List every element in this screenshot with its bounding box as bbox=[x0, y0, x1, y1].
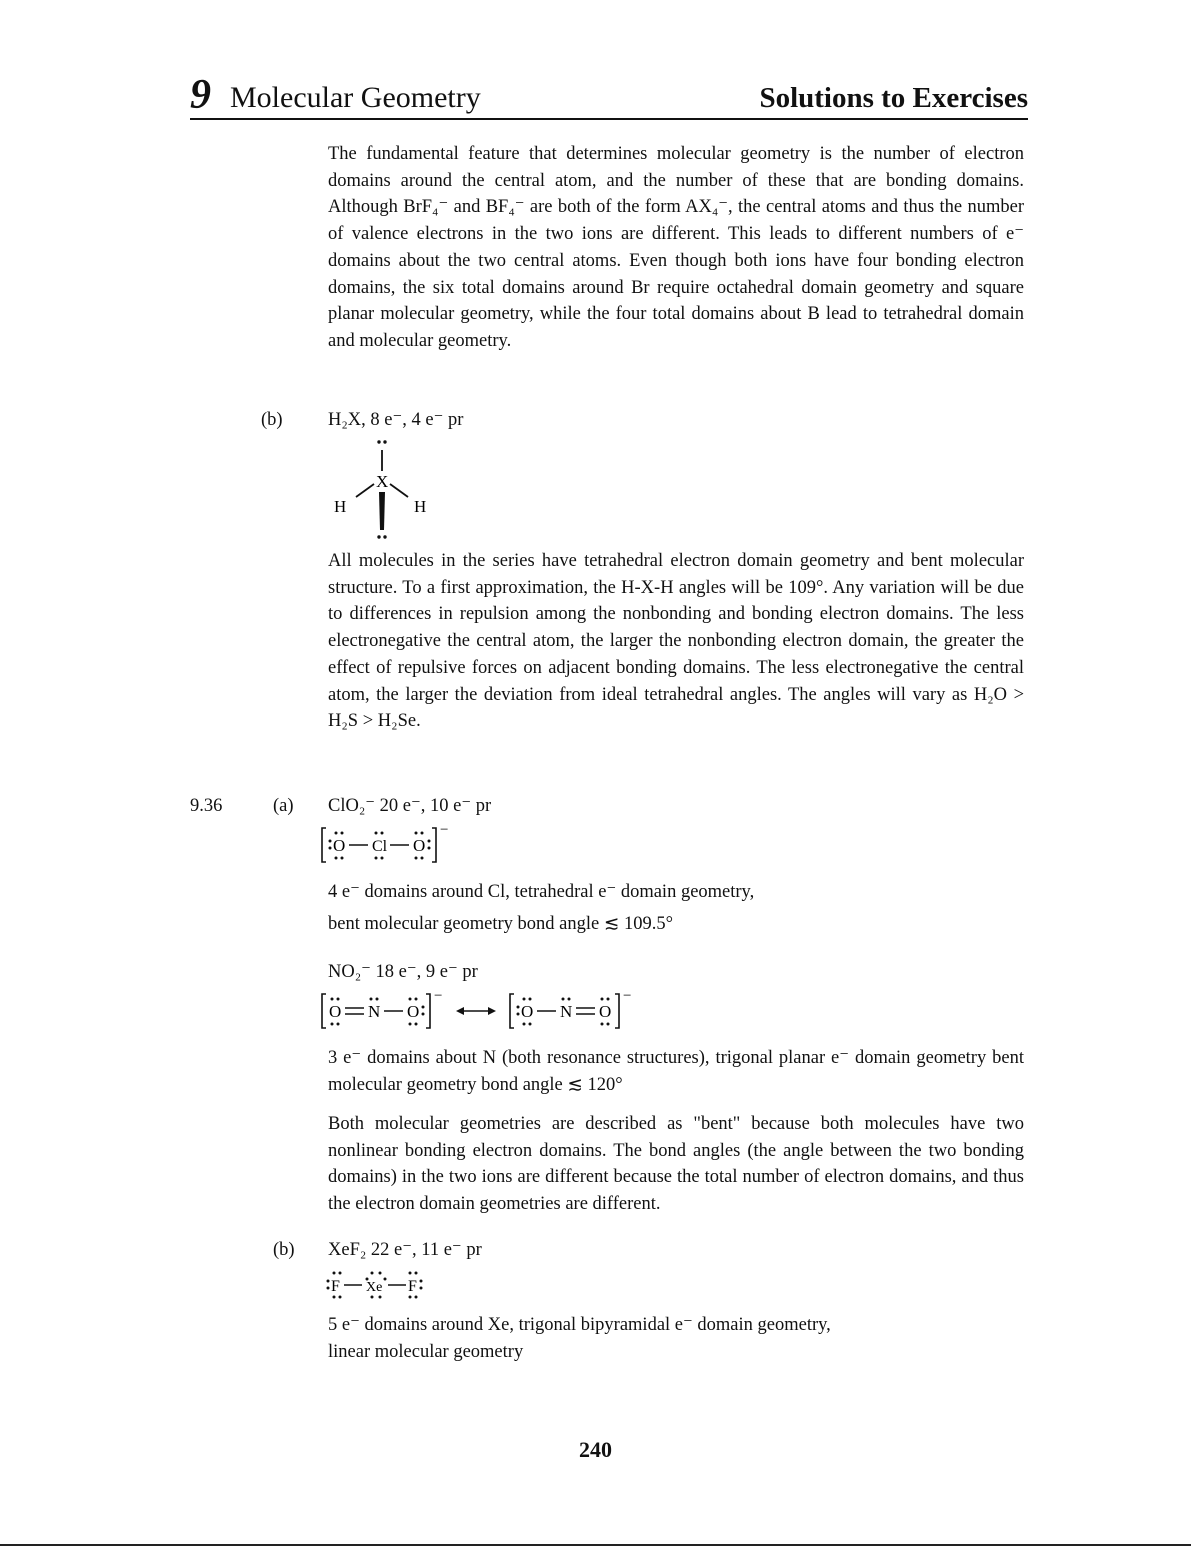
page-bottom-divider bbox=[0, 1544, 1191, 1546]
section-title: Solutions to Exercises bbox=[759, 82, 1028, 114]
h2x-formula: H₂X, 8 e⁻, 4 e⁻ pr bbox=[328, 410, 464, 430]
clo2-charge: − bbox=[440, 822, 449, 838]
h2x-paragraph: All molecules in the series have tetrahedral electron domain geometry and bent molecular structure. To a first approximation, the H-X-H angles will be 109°. Any variation will be due to differences in repulsion among the nonbonding and bonding electron domains. The less electronegative the central atom, the larger the nonbonding electron domain, the greater the effect of repulsive forces on adjacent bonding domains. The less electronegative the central atom, the larger the deviation from ideal tetrahedral angles. The angles will vary as H₂O > H₂S > H₂Se. bbox=[328, 551, 1024, 732]
no2-res1-atom-o2: O bbox=[407, 1002, 420, 1021]
resonance-arrow-icon bbox=[456, 1007, 496, 1015]
clo2-formula: ClO₂⁻ 20 e⁻, 10 e⁻ pr bbox=[328, 796, 492, 816]
xef2-line1: 5 e⁻ domains around Xe, trigonal bipyramidal e⁻ domain geometry, bbox=[328, 1315, 831, 1335]
clo2-atom-o1: O bbox=[333, 836, 346, 855]
chapter-title: Molecular Geometry bbox=[230, 81, 481, 114]
h2x-lewis-structure bbox=[326, 434, 446, 554]
comparison-paragraph: Both molecular geometries are described as "bent" because both molecules have two nonlinear bonding electron domains. The bond angles (the angle between the two bonding domains) in the two ions are different because the total number of electron domains, and thus the electron domain geometries are different. bbox=[328, 1114, 1024, 1215]
no2-res1-atom-n: N bbox=[368, 1002, 381, 1021]
xef2-atom-xe: Xe bbox=[366, 1280, 383, 1295]
no2-res2-atom-o2: O bbox=[599, 1002, 612, 1021]
h2x-right-atom: H bbox=[414, 497, 427, 516]
page-header bbox=[190, 72, 1028, 120]
xef2-lewis-structure bbox=[322, 1262, 442, 1306]
clo2-lewis-structure bbox=[318, 820, 478, 870]
no2-formula: NO₂⁻ 18 e⁻, 9 e⁻ pr bbox=[328, 962, 478, 982]
xef2-line2: linear molecular geometry bbox=[328, 1342, 524, 1362]
h2x-left-atom: H bbox=[334, 497, 347, 516]
no2-res2-atom-o1: O bbox=[521, 1002, 534, 1021]
xef2-atom-f1: F bbox=[331, 1278, 340, 1295]
clo2-atom-o2: O bbox=[413, 836, 426, 855]
clo2-atom-cl: Cl bbox=[372, 838, 388, 855]
no2-res2-charge: − bbox=[623, 988, 632, 1004]
xef2-formula: XeF₂ 22 e⁻, 11 e⁻ pr bbox=[328, 1240, 482, 1260]
intro-paragraph: The fundamental feature that determines molecular geometry is the number of electron domains around the central atom, and the number of these that are bonding domains. Although BrF₄⁻ and BF₄⁻ are both of the form AX₄⁻, the central atoms and thus the number of valence electrons in the two ions are different. This leads to different numbers of e⁻ domains about the two central atoms. Even though both ions have four bonding electron domains, the six total domains around Br require octahedral domain geometry and square planar molecular geometry, while the four total domains about B lead to tetrahedral domain and molecular geometry. bbox=[328, 144, 1024, 351]
no2-res2-atom-n: N bbox=[560, 1002, 573, 1021]
no2-res1-charge: − bbox=[434, 988, 443, 1004]
clo2-line2: bent molecular geometry bond angle ≲ 109.5° bbox=[328, 914, 674, 934]
part-b-label: (b) bbox=[261, 410, 283, 430]
chapter-number: 9 bbox=[190, 72, 211, 118]
clo2-line1: 4 e⁻ domains around Cl, tetrahedral e⁻ domain geometry, bbox=[328, 882, 755, 902]
part-a-label: (a) bbox=[273, 796, 294, 816]
page-number: 240 bbox=[579, 1437, 612, 1462]
no2-res1-atom-o1: O bbox=[329, 1002, 342, 1021]
part-b2-label: (b) bbox=[273, 1240, 295, 1260]
exercise-number: 9.36 bbox=[190, 796, 223, 816]
h2x-central-atom: X bbox=[376, 472, 389, 491]
no2-lewis-structure bbox=[318, 986, 658, 1036]
xef2-atom-f2: F bbox=[408, 1278, 417, 1295]
no2-paragraph: 3 e⁻ domains about N (both resonance structures), trigonal planar e⁻ domain geometry bent molecular geometry bond angle ≲ 120° bbox=[328, 1048, 1024, 1095]
